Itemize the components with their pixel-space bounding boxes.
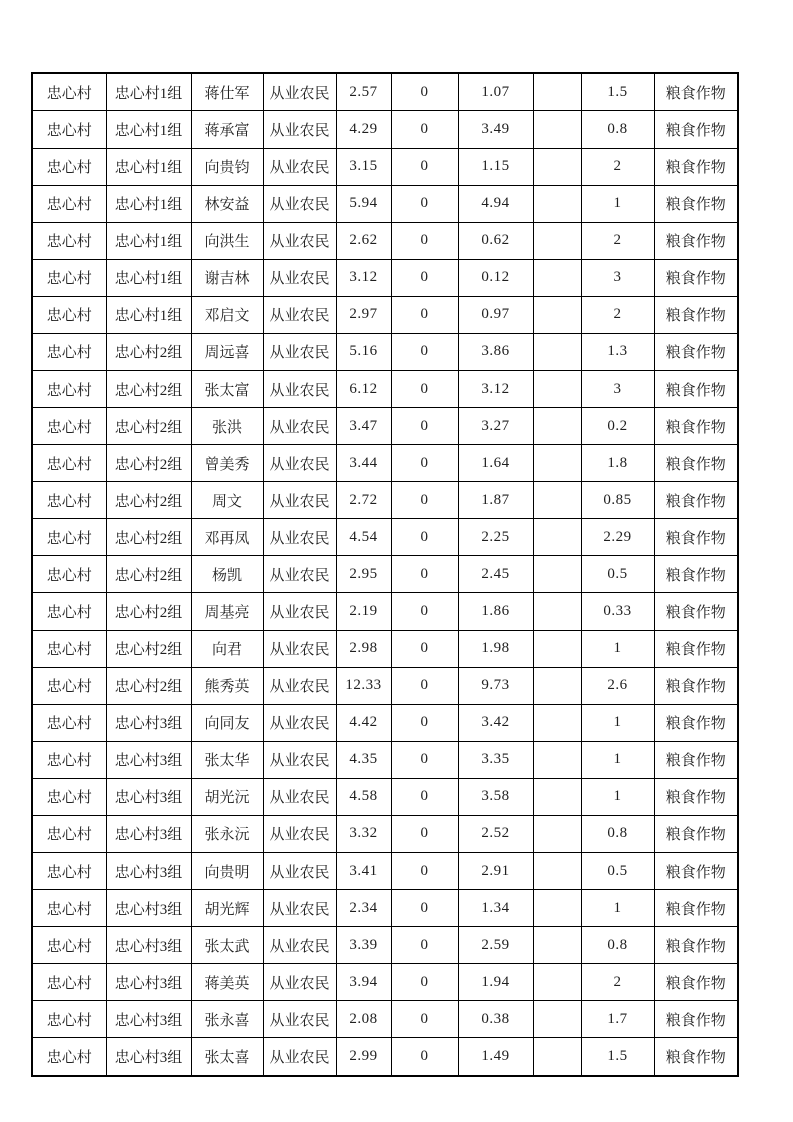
cell-group: 忠心村2组	[106, 519, 191, 556]
cell-area-total: 4.54	[336, 519, 391, 556]
cell-area-2: 3.27	[458, 408, 533, 445]
cell-name: 张太富	[191, 370, 263, 407]
cell-area-total: 2.19	[336, 593, 391, 630]
cell-group: 忠心村2组	[106, 630, 191, 667]
cell-name: 胡光沅	[191, 778, 263, 815]
cell-occupation: 从业农民	[263, 741, 336, 778]
cell-crop-type: 粮食作物	[654, 1038, 738, 1076]
cell-group: 忠心村3组	[106, 741, 191, 778]
cell-group: 忠心村3组	[106, 1001, 191, 1038]
table-row	[32, 704, 738, 741]
cell-area-2: 4.94	[458, 185, 533, 222]
cell-occupation: 从业农民	[263, 852, 336, 889]
table-row	[32, 778, 738, 815]
cell-area-3: 2.29	[581, 519, 654, 556]
cell-occupation: 从业农民	[263, 556, 336, 593]
cell-name: 邓启文	[191, 296, 263, 333]
cell-area-3: 1	[581, 778, 654, 815]
cell-area-zero: 0	[391, 852, 458, 889]
cell-area-zero: 0	[391, 259, 458, 296]
table-row	[32, 482, 738, 519]
cell-area-2: 2.59	[458, 927, 533, 964]
cell-blank	[533, 185, 581, 222]
table-row	[32, 741, 738, 778]
cell-village: 忠心村	[32, 667, 106, 704]
cell-village: 忠心村	[32, 630, 106, 667]
cell-area-3: 2	[581, 296, 654, 333]
cell-area-2: 3.12	[458, 370, 533, 407]
cell-name: 向同友	[191, 704, 263, 741]
cell-group: 忠心村1组	[106, 296, 191, 333]
cell-blank	[533, 408, 581, 445]
cell-blank	[533, 482, 581, 519]
cell-group: 忠心村2组	[106, 408, 191, 445]
cell-area-3: 3	[581, 370, 654, 407]
table-row	[32, 1001, 738, 1038]
cell-area-zero: 0	[391, 73, 458, 111]
cell-area-total: 2.98	[336, 630, 391, 667]
cell-area-2: 1.15	[458, 148, 533, 185]
cell-area-total: 3.12	[336, 259, 391, 296]
cell-crop-type: 粮食作物	[654, 482, 738, 519]
cell-area-total: 3.15	[336, 148, 391, 185]
cell-group: 忠心村1组	[106, 259, 191, 296]
cell-name: 张太华	[191, 741, 263, 778]
cell-area-total: 3.47	[336, 408, 391, 445]
cell-area-3: 0.8	[581, 927, 654, 964]
cell-name: 蒋美英	[191, 964, 263, 1001]
cell-name: 杨凯	[191, 556, 263, 593]
cell-name: 熊秀英	[191, 667, 263, 704]
cell-area-2: 2.25	[458, 519, 533, 556]
cell-area-2: 9.73	[458, 667, 533, 704]
table-row	[32, 630, 738, 667]
cell-village: 忠心村	[32, 815, 106, 852]
table-row	[32, 259, 738, 296]
cell-occupation: 从业农民	[263, 815, 336, 852]
cell-area-total: 4.42	[336, 704, 391, 741]
cell-blank	[533, 778, 581, 815]
cell-blank	[533, 1038, 581, 1076]
cell-name: 张洪	[191, 408, 263, 445]
cell-area-2: 3.49	[458, 111, 533, 148]
cell-area-2: 3.86	[458, 333, 533, 370]
cell-area-zero: 0	[391, 1038, 458, 1076]
cell-blank	[533, 852, 581, 889]
cell-village: 忠心村	[32, 222, 106, 259]
cell-area-2: 1.98	[458, 630, 533, 667]
cell-group: 忠心村2组	[106, 556, 191, 593]
cell-name: 向洪生	[191, 222, 263, 259]
table-row	[32, 852, 738, 889]
cell-area-3: 0.33	[581, 593, 654, 630]
cell-area-3: 1.7	[581, 1001, 654, 1038]
cell-area-zero: 0	[391, 370, 458, 407]
cell-area-3: 1	[581, 630, 654, 667]
cell-crop-type: 粮食作物	[654, 111, 738, 148]
cell-blank	[533, 73, 581, 111]
cell-area-total: 4.58	[336, 778, 391, 815]
cell-area-zero: 0	[391, 556, 458, 593]
cell-village: 忠心村	[32, 519, 106, 556]
cell-occupation: 从业农民	[263, 630, 336, 667]
cell-area-2: 2.52	[458, 815, 533, 852]
cell-area-2: 1.64	[458, 445, 533, 482]
cell-crop-type: 粮食作物	[654, 704, 738, 741]
cell-village: 忠心村	[32, 593, 106, 630]
cell-village: 忠心村	[32, 296, 106, 333]
cell-area-zero: 0	[391, 222, 458, 259]
cell-village: 忠心村	[32, 890, 106, 927]
cell-crop-type: 粮食作物	[654, 73, 738, 111]
cell-occupation: 从业农民	[263, 259, 336, 296]
cell-group: 忠心村3组	[106, 778, 191, 815]
cell-area-total: 3.94	[336, 964, 391, 1001]
cell-occupation: 从业农民	[263, 296, 336, 333]
cell-occupation: 从业农民	[263, 222, 336, 259]
cell-area-3: 3	[581, 259, 654, 296]
cell-blank	[533, 296, 581, 333]
cell-village: 忠心村	[32, 333, 106, 370]
cell-area-3: 0.8	[581, 111, 654, 148]
cell-village: 忠心村	[32, 1038, 106, 1076]
cell-village: 忠心村	[32, 408, 106, 445]
cell-area-zero: 0	[391, 630, 458, 667]
cell-crop-type: 粮食作物	[654, 630, 738, 667]
cell-name: 张永喜	[191, 1001, 263, 1038]
cell-group: 忠心村3组	[106, 704, 191, 741]
table-row	[32, 333, 738, 370]
cell-area-zero: 0	[391, 593, 458, 630]
table-row	[32, 222, 738, 259]
cell-village: 忠心村	[32, 259, 106, 296]
cell-crop-type: 粮食作物	[654, 445, 738, 482]
cell-area-zero: 0	[391, 519, 458, 556]
cell-area-2: 1.49	[458, 1038, 533, 1076]
cell-blank	[533, 964, 581, 1001]
cell-blank	[533, 927, 581, 964]
cell-crop-type: 粮食作物	[654, 890, 738, 927]
table-row	[32, 111, 738, 148]
table-body	[32, 73, 738, 1076]
cell-group: 忠心村2组	[106, 667, 191, 704]
cell-group: 忠心村1组	[106, 222, 191, 259]
cell-occupation: 从业农民	[263, 73, 336, 111]
cell-crop-type: 粮食作物	[654, 148, 738, 185]
table-row	[32, 408, 738, 445]
cell-area-3: 1	[581, 890, 654, 927]
cell-area-3: 2	[581, 222, 654, 259]
cell-area-total: 2.34	[336, 890, 391, 927]
cell-crop-type: 粮食作物	[654, 333, 738, 370]
cell-area-zero: 0	[391, 111, 458, 148]
cell-area-total: 4.29	[336, 111, 391, 148]
cell-occupation: 从业农民	[263, 148, 336, 185]
cell-village: 忠心村	[32, 704, 106, 741]
cell-occupation: 从业农民	[263, 890, 336, 927]
cell-area-2: 1.86	[458, 593, 533, 630]
cell-name: 蒋承富	[191, 111, 263, 148]
cell-group: 忠心村3组	[106, 890, 191, 927]
table-row	[32, 964, 738, 1001]
cell-blank	[533, 370, 581, 407]
cell-area-total: 3.44	[336, 445, 391, 482]
cell-area-2: 3.42	[458, 704, 533, 741]
cell-area-2: 0.62	[458, 222, 533, 259]
cell-village: 忠心村	[32, 73, 106, 111]
cell-occupation: 从业农民	[263, 519, 336, 556]
cell-area-3: 1	[581, 741, 654, 778]
cell-area-total: 2.95	[336, 556, 391, 593]
cell-crop-type: 粮食作物	[654, 667, 738, 704]
table-row	[32, 667, 738, 704]
cell-area-3: 2	[581, 148, 654, 185]
cell-name: 谢吉林	[191, 259, 263, 296]
cell-area-total: 2.97	[336, 296, 391, 333]
cell-area-zero: 0	[391, 778, 458, 815]
cell-area-total: 2.99	[336, 1038, 391, 1076]
cell-area-3: 1.5	[581, 73, 654, 111]
cell-village: 忠心村	[32, 927, 106, 964]
cell-village: 忠心村	[32, 482, 106, 519]
cell-area-total: 2.72	[336, 482, 391, 519]
cell-area-2: 1.34	[458, 890, 533, 927]
cell-blank	[533, 148, 581, 185]
cell-area-2: 1.07	[458, 73, 533, 111]
cell-area-zero: 0	[391, 1001, 458, 1038]
table-row	[32, 148, 738, 185]
cell-group: 忠心村2组	[106, 370, 191, 407]
cell-blank	[533, 519, 581, 556]
cell-area-zero: 0	[391, 704, 458, 741]
cell-crop-type: 粮食作物	[654, 852, 738, 889]
cell-village: 忠心村	[32, 556, 106, 593]
cell-occupation: 从业农民	[263, 482, 336, 519]
cell-blank	[533, 815, 581, 852]
cell-area-zero: 0	[391, 482, 458, 519]
cell-blank	[533, 593, 581, 630]
cell-area-total: 3.41	[336, 852, 391, 889]
table-row	[32, 370, 738, 407]
cell-area-zero: 0	[391, 964, 458, 1001]
cell-crop-type: 粮食作物	[654, 778, 738, 815]
cell-area-total: 2.08	[336, 1001, 391, 1038]
cell-name: 林安益	[191, 185, 263, 222]
cell-group: 忠心村1组	[106, 185, 191, 222]
table-row	[32, 1038, 738, 1076]
cell-occupation: 从业农民	[263, 704, 336, 741]
cell-crop-type: 粮食作物	[654, 927, 738, 964]
cell-crop-type: 粮食作物	[654, 593, 738, 630]
cell-area-zero: 0	[391, 185, 458, 222]
cell-group: 忠心村1组	[106, 73, 191, 111]
cell-group: 忠心村1组	[106, 111, 191, 148]
cell-area-zero: 0	[391, 296, 458, 333]
table-row	[32, 556, 738, 593]
cell-name: 周基亮	[191, 593, 263, 630]
cell-name: 胡光辉	[191, 890, 263, 927]
cell-area-zero: 0	[391, 927, 458, 964]
cell-area-3: 2	[581, 964, 654, 1001]
cell-blank	[533, 333, 581, 370]
cell-village: 忠心村	[32, 1001, 106, 1038]
crop-data-table	[31, 72, 739, 1077]
cell-village: 忠心村	[32, 964, 106, 1001]
cell-name: 向贵钧	[191, 148, 263, 185]
cell-occupation: 从业农民	[263, 445, 336, 482]
cell-area-total: 3.32	[336, 815, 391, 852]
cell-area-zero: 0	[391, 408, 458, 445]
cell-name: 张太喜	[191, 1038, 263, 1076]
cell-blank	[533, 556, 581, 593]
cell-group: 忠心村3组	[106, 964, 191, 1001]
cell-area-2: 0.12	[458, 259, 533, 296]
cell-occupation: 从业农民	[263, 408, 336, 445]
cell-group: 忠心村3组	[106, 815, 191, 852]
cell-village: 忠心村	[32, 852, 106, 889]
cell-crop-type: 粮食作物	[654, 1001, 738, 1038]
table-row	[32, 927, 738, 964]
cell-village: 忠心村	[32, 741, 106, 778]
cell-area-total: 2.62	[336, 222, 391, 259]
cell-crop-type: 粮食作物	[654, 964, 738, 1001]
cell-crop-type: 粮食作物	[654, 296, 738, 333]
cell-area-3: 1.5	[581, 1038, 654, 1076]
cell-group: 忠心村2组	[106, 445, 191, 482]
table-row	[32, 519, 738, 556]
cell-area-3: 0.85	[581, 482, 654, 519]
cell-village: 忠心村	[32, 111, 106, 148]
cell-crop-type: 粮食作物	[654, 741, 738, 778]
cell-area-2: 2.45	[458, 556, 533, 593]
cell-area-total: 2.57	[336, 73, 391, 111]
cell-group: 忠心村2组	[106, 482, 191, 519]
cell-area-3: 1.3	[581, 333, 654, 370]
cell-blank	[533, 890, 581, 927]
cell-area-zero: 0	[391, 890, 458, 927]
cell-area-zero: 0	[391, 741, 458, 778]
table-row	[32, 815, 738, 852]
cell-blank	[533, 704, 581, 741]
cell-crop-type: 粮食作物	[654, 222, 738, 259]
cell-blank	[533, 1001, 581, 1038]
cell-area-zero: 0	[391, 667, 458, 704]
cell-area-zero: 0	[391, 815, 458, 852]
cell-blank	[533, 259, 581, 296]
cell-crop-type: 粮食作物	[654, 408, 738, 445]
cell-village: 忠心村	[32, 370, 106, 407]
cell-occupation: 从业农民	[263, 1001, 336, 1038]
cell-name: 周远喜	[191, 333, 263, 370]
cell-group: 忠心村1组	[106, 148, 191, 185]
cell-occupation: 从业农民	[263, 593, 336, 630]
cell-occupation: 从业农民	[263, 111, 336, 148]
cell-area-total: 3.39	[336, 927, 391, 964]
cell-area-zero: 0	[391, 148, 458, 185]
cell-occupation: 从业农民	[263, 964, 336, 1001]
cell-blank	[533, 222, 581, 259]
cell-area-2: 1.94	[458, 964, 533, 1001]
cell-occupation: 从业农民	[263, 778, 336, 815]
cell-blank	[533, 111, 581, 148]
cell-area-3: 1	[581, 704, 654, 741]
cell-blank	[533, 445, 581, 482]
cell-area-total: 12.33	[336, 667, 391, 704]
cell-crop-type: 粮食作物	[654, 185, 738, 222]
cell-area-3: 0.5	[581, 852, 654, 889]
cell-area-2: 3.35	[458, 741, 533, 778]
cell-group: 忠心村3组	[106, 1038, 191, 1076]
cell-area-zero: 0	[391, 333, 458, 370]
cell-village: 忠心村	[32, 185, 106, 222]
cell-name: 张永沅	[191, 815, 263, 852]
cell-occupation: 从业农民	[263, 1038, 336, 1076]
cell-group: 忠心村2组	[106, 593, 191, 630]
table-row	[32, 296, 738, 333]
cell-village: 忠心村	[32, 445, 106, 482]
cell-area-total: 4.35	[336, 741, 391, 778]
cell-area-3: 0.5	[581, 556, 654, 593]
cell-village: 忠心村	[32, 778, 106, 815]
cell-area-3: 0.8	[581, 815, 654, 852]
cell-area-total: 5.94	[336, 185, 391, 222]
cell-blank	[533, 630, 581, 667]
table-row	[32, 445, 738, 482]
cell-name: 向贵明	[191, 852, 263, 889]
cell-name: 邓再凤	[191, 519, 263, 556]
cell-area-total: 6.12	[336, 370, 391, 407]
cell-area-3: 1	[581, 185, 654, 222]
cell-blank	[533, 667, 581, 704]
cell-name: 曾美秀	[191, 445, 263, 482]
cell-name: 蒋仕军	[191, 73, 263, 111]
cell-name: 张太武	[191, 927, 263, 964]
cell-area-2: 0.97	[458, 296, 533, 333]
cell-crop-type: 粮食作物	[654, 259, 738, 296]
cell-area-2: 1.87	[458, 482, 533, 519]
cell-occupation: 从业农民	[263, 185, 336, 222]
cell-blank	[533, 741, 581, 778]
cell-group: 忠心村2组	[106, 333, 191, 370]
cell-occupation: 从业农民	[263, 370, 336, 407]
cell-area-3: 0.2	[581, 408, 654, 445]
table-row	[32, 185, 738, 222]
cell-area-3: 2.6	[581, 667, 654, 704]
cell-occupation: 从业农民	[263, 333, 336, 370]
cell-area-3: 1.8	[581, 445, 654, 482]
cell-crop-type: 粮食作物	[654, 556, 738, 593]
cell-village: 忠心村	[32, 148, 106, 185]
table-row	[32, 593, 738, 630]
cell-area-zero: 0	[391, 445, 458, 482]
cell-name: 周文	[191, 482, 263, 519]
cell-area-2: 0.38	[458, 1001, 533, 1038]
cell-occupation: 从业农民	[263, 667, 336, 704]
cell-crop-type: 粮食作物	[654, 370, 738, 407]
cell-group: 忠心村3组	[106, 852, 191, 889]
cell-area-2: 2.91	[458, 852, 533, 889]
cell-area-total: 5.16	[336, 333, 391, 370]
cell-occupation: 从业农民	[263, 927, 336, 964]
cell-name: 向君	[191, 630, 263, 667]
cell-crop-type: 粮食作物	[654, 815, 738, 852]
table-row	[32, 890, 738, 927]
cell-group: 忠心村3组	[106, 927, 191, 964]
table-row	[32, 73, 738, 111]
cell-crop-type: 粮食作物	[654, 519, 738, 556]
cell-area-2: 3.58	[458, 778, 533, 815]
